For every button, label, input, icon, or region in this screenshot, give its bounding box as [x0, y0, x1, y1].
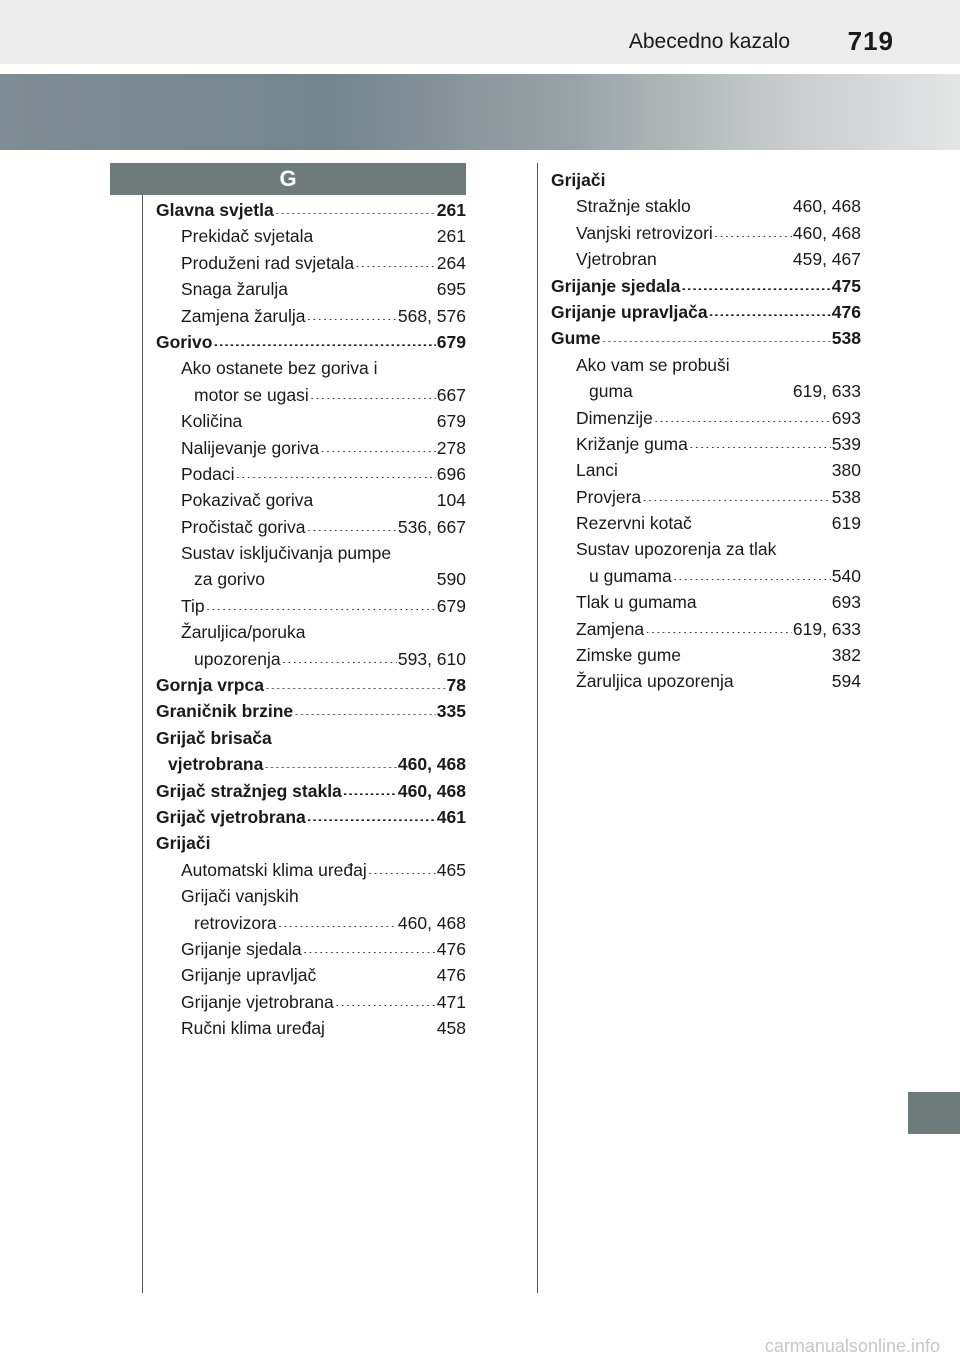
- entry-pages: 540: [831, 565, 861, 586]
- entry-pages: 693: [831, 407, 861, 428]
- leader-dots: [682, 642, 831, 660]
- entry-pages: 261: [436, 226, 466, 247]
- entry-term: Grijanje upravljača: [551, 301, 708, 322]
- entry-term: Grijači vanjskih: [181, 886, 299, 907]
- entry-term: Zamjena žarulja: [181, 305, 306, 326]
- entry-pages: 539: [831, 433, 861, 454]
- entry-term: Grijanje sjedala: [551, 275, 681, 296]
- index-entry: [156, 223, 466, 249]
- entry-term: Vanjski retrovizori: [576, 222, 713, 243]
- entry-term: guma: [589, 381, 633, 402]
- leader-dots: [654, 404, 831, 422]
- entry-term: Sustav upozorenja za tlak: [576, 539, 777, 560]
- index-entry: [156, 408, 466, 434]
- entry-pages: 679: [436, 595, 466, 616]
- entry-pages: 471: [436, 991, 466, 1012]
- entry-term: Glavna svjetla: [156, 200, 274, 220]
- column-divider: [537, 163, 538, 1293]
- leader-dots: [289, 276, 436, 294]
- index-entry: [156, 329, 466, 355]
- leader-dots: [266, 566, 436, 584]
- leader-dots: [709, 298, 831, 316]
- leader-dots: [645, 615, 792, 633]
- index-entry: [156, 698, 466, 724]
- leader-dots: [264, 751, 397, 769]
- entry-term: za gorivo: [194, 569, 266, 590]
- index-entry: [156, 593, 466, 619]
- index-entry: [551, 536, 861, 562]
- entry-pages: 476: [436, 938, 466, 959]
- entry-term: Grijač stražnjeg stakla: [156, 780, 342, 801]
- entry-pages: 380: [831, 460, 861, 481]
- entry-term: Grijač brisača: [156, 727, 272, 748]
- top-bar: [0, 0, 960, 64]
- entry-term: Snaga žarulja: [181, 279, 289, 300]
- entry-term: vjetrobrana: [168, 754, 264, 775]
- entry-term: motor se ugasi: [194, 384, 309, 405]
- entry-term: Podaci: [181, 463, 235, 484]
- entry-pages: 459, 467: [792, 249, 861, 270]
- entry-term: Količina: [181, 411, 243, 432]
- leader-dots: [692, 193, 792, 211]
- entry-pages: 679: [436, 331, 466, 352]
- leader-dots: [634, 378, 792, 396]
- leader-dots: [693, 510, 831, 528]
- index-entry: [551, 273, 861, 299]
- entry-pages: 261: [436, 200, 466, 220]
- entry-term: Tlak u gumama: [576, 592, 697, 613]
- index-entry: [551, 193, 861, 219]
- index-entry: [551, 668, 861, 694]
- entry-term: Gume: [551, 328, 601, 349]
- entry-pages: 460, 468: [792, 222, 861, 243]
- entry-term: Provjera: [576, 486, 642, 507]
- entry-term: Ako vam se probuši: [576, 354, 730, 375]
- entry-term: Križanje guma: [576, 433, 688, 454]
- entry-pages: 104: [436, 490, 466, 511]
- index-entry: [156, 725, 466, 751]
- entry-pages: 264: [436, 252, 466, 273]
- index-entry: [551, 352, 861, 378]
- entry-term: Grijanje sjedala: [181, 938, 302, 959]
- index-entry: [156, 382, 466, 408]
- entry-pages: 696: [436, 463, 466, 484]
- entry-term: u gumama: [589, 565, 672, 586]
- leader-dots: [236, 460, 436, 478]
- entry-term: Žaruljica upozorenja: [576, 671, 734, 692]
- index-entry: [551, 616, 861, 642]
- leader-dots: [275, 197, 436, 215]
- index-entry: [156, 303, 466, 329]
- index-entry: [156, 1015, 466, 1041]
- entry-term: Stražnje staklo: [576, 196, 691, 217]
- header-banner: [0, 74, 960, 150]
- entry-term: Ako ostanete bez goriva i: [181, 358, 378, 379]
- entry-pages: 593, 610: [397, 648, 466, 669]
- leader-dots: [294, 698, 436, 716]
- entry-pages: 695: [436, 279, 466, 300]
- leader-dots: [658, 246, 792, 264]
- index-entry: [156, 883, 466, 909]
- entry-term: Grijanje vjetrobrana: [181, 991, 334, 1012]
- entry-pages: 465: [436, 859, 466, 880]
- entry-pages: 590: [436, 569, 466, 590]
- index-entry: [551, 510, 861, 536]
- entry-pages: 460, 468: [792, 196, 861, 217]
- entry-term: Gorivo: [156, 331, 213, 352]
- section-letter-header: G: [110, 163, 466, 195]
- index-entry: [156, 250, 466, 276]
- leader-dots: [698, 589, 831, 607]
- entry-pages: 667: [436, 384, 466, 405]
- entry-term: Lanci: [576, 460, 618, 481]
- index-entry: [156, 936, 466, 962]
- entry-pages: 461: [436, 806, 466, 827]
- leader-dots: [355, 249, 436, 267]
- leader-dots: [243, 408, 436, 426]
- entry-term: Grijači: [156, 833, 211, 854]
- index-entry: [551, 642, 861, 668]
- leader-dots: [303, 935, 436, 953]
- entry-term: upozorenja: [194, 648, 281, 669]
- entry-term: Graničnik brzine: [156, 701, 294, 722]
- leader-dots: [619, 457, 831, 475]
- entry-pages: 538: [831, 486, 861, 507]
- index-entry: [156, 487, 466, 513]
- leader-dots: [317, 962, 436, 980]
- entry-term: Nalijevanje goriva: [181, 437, 320, 458]
- index-entry: [156, 778, 466, 804]
- index-entry: [156, 461, 466, 487]
- index-entry: [156, 197, 466, 223]
- index-entry: [156, 910, 466, 936]
- index-entry: [156, 435, 466, 461]
- index-entry: [156, 962, 466, 988]
- entry-pages: 693: [831, 592, 861, 613]
- entry-term: Automatski klima uređaj: [181, 859, 367, 880]
- entry-pages: 679: [436, 411, 466, 432]
- index-entry: [551, 220, 861, 246]
- entry-term: Grijanje upravljač: [181, 965, 317, 986]
- entry-pages: 458: [436, 1018, 466, 1039]
- index-entry: [156, 276, 466, 302]
- entry-term: Dimenzije: [576, 407, 653, 428]
- index-entry: [551, 457, 861, 483]
- entry-term: Tip: [181, 595, 205, 616]
- entry-pages: 594: [831, 671, 861, 692]
- leader-dots: [642, 483, 831, 501]
- entry-pages: 460, 468: [397, 754, 466, 775]
- leader-dots: [307, 513, 397, 531]
- footer-watermark: [0, 1336, 960, 1360]
- leader-dots: [602, 325, 831, 343]
- entry-pages: 568, 576: [397, 305, 466, 326]
- entry-term: Žaruljica/poruka: [181, 622, 306, 643]
- entry-pages: 476: [436, 965, 466, 986]
- index-entry: [156, 514, 466, 540]
- index-entry: [551, 563, 861, 589]
- index-entry: [551, 378, 861, 404]
- index-entry: [156, 540, 466, 566]
- header-title: Abecedno kazalo: [628, 30, 790, 53]
- entry-pages: 619, 633: [792, 381, 861, 402]
- entry-pages: 78: [446, 675, 466, 696]
- index-entry: [551, 167, 861, 193]
- watermark-text: carmanualsonline.info: [764, 1336, 940, 1356]
- left-column-rule: [142, 195, 143, 1293]
- leader-dots: [282, 645, 397, 663]
- leader-dots: [689, 430, 831, 448]
- entry-pages: 460, 468: [397, 780, 466, 801]
- entry-term: Vjetrobran: [576, 249, 657, 270]
- entry-term: Prekidač svjetala: [181, 226, 314, 247]
- leader-dots: [314, 223, 436, 241]
- entry-term: retrovizora: [194, 912, 277, 933]
- entry-term: Zimske gume: [576, 645, 682, 666]
- entry-pages: 335: [436, 701, 466, 722]
- index-entry: [156, 857, 466, 883]
- leader-dots: [307, 803, 436, 821]
- entry-term: Gornja vrpca: [156, 675, 264, 696]
- index-entry: [156, 619, 466, 645]
- index-column-left: [156, 197, 466, 1042]
- entry-pages: 536, 667: [397, 516, 466, 537]
- entry-term: Pokazivač goriva: [181, 490, 314, 511]
- entry-pages: 538: [831, 328, 861, 349]
- leader-dots: [307, 302, 397, 320]
- index-entry: [156, 989, 466, 1015]
- entry-pages: 619, 633: [792, 618, 861, 639]
- entry-term: Ručni klima uređaj: [181, 1018, 325, 1039]
- leader-dots: [326, 1015, 436, 1033]
- leader-dots: [213, 328, 435, 346]
- index-entry: [551, 246, 861, 272]
- index-entry: [551, 484, 861, 510]
- leader-dots: [368, 856, 436, 874]
- entry-pages: 382: [831, 645, 861, 666]
- leader-dots: [343, 777, 397, 795]
- index-entry: [551, 299, 861, 325]
- entry-term: Produženi rad svjetala: [181, 252, 355, 273]
- leader-dots: [206, 592, 436, 610]
- entry-pages: 460, 468: [397, 912, 466, 933]
- entry-pages: 475: [831, 275, 861, 296]
- index-entry: [156, 355, 466, 381]
- leader-dots: [320, 434, 436, 452]
- entry-pages: 278: [436, 437, 466, 458]
- index-entry: [551, 431, 861, 457]
- entry-term: Pročistač goriva: [181, 516, 306, 537]
- index-entry: [551, 405, 861, 431]
- leader-dots: [310, 381, 436, 399]
- entry-pages: 476: [831, 301, 861, 322]
- leader-dots: [714, 219, 792, 237]
- entry-term: Grijač vjetrobrana: [156, 806, 306, 827]
- leader-dots: [681, 272, 830, 290]
- leader-dots: [314, 487, 436, 505]
- leader-dots: [735, 668, 831, 686]
- leader-dots: [673, 562, 831, 580]
- side-tab: [908, 1092, 960, 1134]
- index-entry: [156, 566, 466, 592]
- entry-term: Rezervni kotač: [576, 513, 692, 534]
- leader-dots: [265, 672, 446, 690]
- leader-dots: [278, 909, 397, 927]
- index-column-right: [551, 167, 861, 695]
- index-entry: [156, 646, 466, 672]
- index-entry: [156, 830, 466, 856]
- index-entry: [156, 672, 466, 698]
- entry-term: Grijači: [551, 170, 606, 190]
- index-entry: [156, 751, 466, 777]
- leader-dots: [335, 988, 436, 1006]
- index-entry: [551, 589, 861, 615]
- index-entry: [551, 325, 861, 351]
- page-number: 719: [847, 26, 894, 56]
- entry-pages: 619: [831, 513, 861, 534]
- entry-term: Sustav isključivanja pumpe: [181, 543, 392, 564]
- entry-term: Zamjena: [576, 618, 645, 639]
- index-entry: [156, 804, 466, 830]
